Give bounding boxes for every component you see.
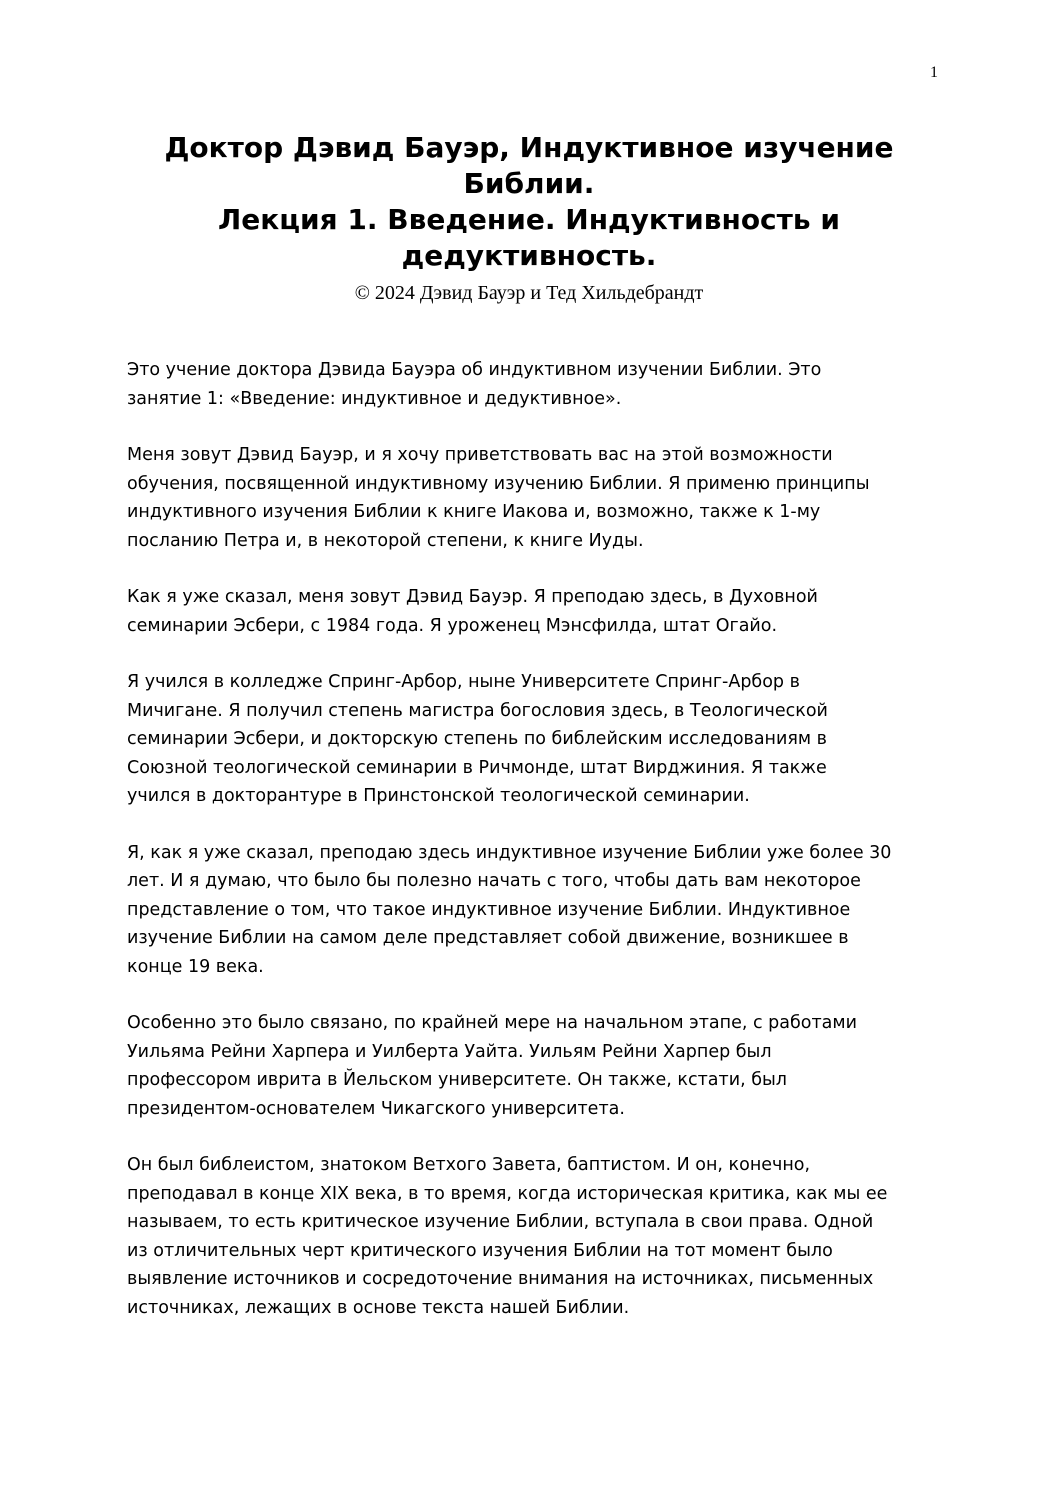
paragraph-line: выявление источников и сосредоточение внимания на источниках, письменных <box>127 1269 874 1289</box>
paragraph-line: представление о том, что такое индуктивное изучение Библии. Индуктивное <box>127 899 851 920</box>
paragraph-line: занятие 1: «Введение: индуктивное и дедуктивное». <box>127 388 622 409</box>
subtitle-line-2: дедуктивность. <box>401 239 657 272</box>
paragraph <box>127 1009 947 1123</box>
paragraph-line: Союзной теологической семинарии в Ричмонде, штат Вирджиния. Я также <box>127 757 827 778</box>
page-number: 1 <box>930 64 938 81</box>
title-line-1: Доктор Дэвид Бауэр, Индуктивное изучение <box>164 131 894 164</box>
paragraph-line: Я учился в колледже Спринг-Арбор, ныне Университете Спринг-Арбор в <box>127 672 800 692</box>
body-text <box>127 356 947 1350</box>
paragraph-line: Меня зовут Дэвид Бауэр, и я хочу приветствовать вас на этой возможности <box>127 445 833 465</box>
copyright-line: © 2024 Дэвид Бауэр и Тед Хильдебрандт <box>354 282 704 304</box>
paragraph-line: Он был библеистом, знатоком Ветхого Завета, баптистом. И он, конечно, <box>127 1155 811 1175</box>
paragraph <box>127 441 947 555</box>
paragraph-line: президентом-основателем Чикагского университета. <box>127 1098 625 1119</box>
paragraph-line: Я, как я уже сказал, преподаю здесь индуктивное изучение Библии уже более 30 <box>127 842 892 863</box>
paragraph-line: обучения, посвященной индуктивному изучению Библии. Я применю принципы <box>127 473 870 494</box>
paragraph-line: Уильяма Рейни Харпера и Уилберта Уайта. Уильям Рейни Харпер был <box>127 1041 772 1062</box>
paragraph-line: изучение Библии на самом деле представляет собой движение, возникшее в <box>127 928 849 948</box>
paragraph-line: посланию Петра и, в некоторой степени, к книге Иуды. <box>127 530 644 551</box>
paragraph-line: учился в докторантуре в Принстонской теологической семинарии. <box>127 786 750 806</box>
paragraph <box>127 839 947 982</box>
paragraph-line: называем, то есть критическое изучение Библии, вступала в свои права. Одной <box>127 1212 874 1232</box>
title-line-2: Библии. <box>463 167 595 200</box>
paragraph-line: конце 19 века. <box>127 956 264 977</box>
paragraph-line: индуктивного изучения Библии к книге Иакова и, возможно, также к 1-му <box>127 502 821 522</box>
paragraph <box>127 1151 947 1322</box>
paragraph-line: семинарии Эсбери, с 1984 года. Я уроженец Мэнсфилда, штат Огайо. <box>127 615 778 636</box>
paragraph-line: из отличительных черт критического изучения Библии на тот момент было <box>127 1240 833 1261</box>
paragraph-line: лет. И я думаю, что было бы полезно начать с того, чтобы дать вам некоторое <box>127 871 861 891</box>
subtitle-line-1: Лекция 1. Введение. Индуктивность и <box>218 203 840 236</box>
paragraph-line: Мичигане. Я получил степень магистра богословия здесь, в Теологической <box>127 700 828 721</box>
paragraph <box>127 668 947 811</box>
paragraph-line: источниках, лежащих в основе текста нашей Библии. <box>127 1297 630 1318</box>
paragraph-line: преподавал в конце XIX века, в то время, когда историческая критика, как мы ее <box>127 1183 888 1204</box>
paragraph <box>127 583 947 640</box>
paragraph-line: профессором иврита в Йельском университете. Он также, кстати, был <box>127 1070 787 1090</box>
paragraph-line: Это учение доктора Дэвида Бауэра об индуктивном изучении Библии. Это <box>127 360 822 380</box>
paragraph-line: Как я уже сказал, меня зовут Дэвид Бауэр. Я преподаю здесь, в Духовной <box>127 587 818 607</box>
title-block <box>100 130 958 306</box>
paragraph-line: Особенно это было связано, по крайней мере на начальном этапе, с работами <box>127 1013 857 1033</box>
paragraph <box>127 356 947 413</box>
paragraph-line: семинарии Эсбери, и докторскую степень по библейским исследованиям в <box>127 729 827 749</box>
